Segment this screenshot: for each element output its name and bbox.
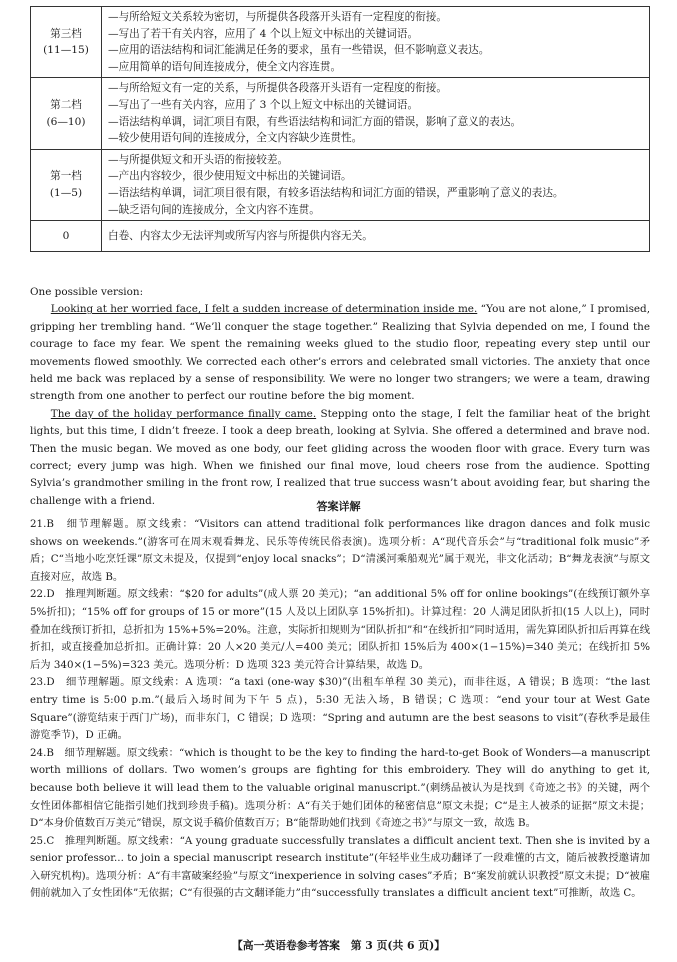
scoring-rubric-table	[30, 6, 650, 252]
answer-explanations	[30, 516, 650, 903]
answer-text: B 细节理解题。原文线索：“which is thought to be the key to finding the hard-to-get Book of Wonders—a manuscript worth millions of dollars. Two women’s groups are fighting for this embroidery. They will do anything to get it, because both believe it will lead them to the valuable original manuscript.”(刺绣品被认为是找到《奇迹之书》的关键，两个女性团体都相信它能指引她们找到珍贵手稿)。选项分析：A“有关于她们团体的秘密信息”原文未提；C“是主人被杀的证据”原文未提；D“本身价值数百万美元”错误，原文说手稿价值数百万；B“能帮助她们找到《奇迹之书》”与原文一致，故选 B。	[30, 746, 650, 830]
criterion-line: —写出了一些有关内容，应用了 3 个以上短文中标出的关键词语。	[108, 98, 419, 111]
answer-text: C 推理判断题。原文线索：“A young graduate successfully translates a difficult ancient text. Then she is invited by a senior professor... to join a special manuscript research institute”(年轻毕业生成功翻译了一段难懂的古文，随后被教授邀请加入研究机构)。选项分析：A“有丰富破案经验”与原文“inexperience in solving cases”矛盾；B“案发前就认识教授”原文未提；D“被雇佣前就加入了女性团体”无依据；C“有很强的古文翻译能力”由“successfully translates a difficult ancient text”可推断，故选 C。	[30, 834, 650, 900]
criterion-line: —缺乏语句间的连接成分，全文内容不连贯。	[108, 203, 320, 216]
criterion-line: —语法结构单调，词汇项目有限，有些语法结构和词汇方面的错误，影响了意义的表达。	[108, 115, 522, 128]
criterion-line: —应用简单的语句间连接成分，使全文内容连贯。	[108, 60, 342, 73]
answer-item	[30, 745, 650, 833]
essay-paragraph-2	[30, 406, 650, 510]
rubric-row	[31, 78, 650, 149]
model-essay	[30, 284, 650, 510]
rubric-description-cell	[102, 149, 650, 220]
rubric-description-cell	[102, 7, 650, 78]
answer-text: D 细节理解题。原文线索：A 选项：“a taxi (one-way $30)”(出租车单程 30 美元)，而非往返，A 错误；B 选项：“the last entry time is 5:00 p.m.”(最后入场时间为下午 5 点)，5:30 无法入场，B 错误；C 选项：“end your tour at West Gate Square”(游览结束于西门广场)，而非东门，C 错误；D 选项：“Spring and autumn are the best seasons to visit”(春秋季是最佳游览季节)，D 正确。	[30, 676, 650, 742]
rubric-grade-cell	[31, 7, 102, 78]
question-number: 21.	[30, 518, 47, 530]
answer-text: D 推理判断题。原文线索：“$20 for adults”(成人票 20 美元)；“an additional 5% off for online bookings”(在线预订额外享 5%折扣)；“15% off for groups of 15 or more”(15 人及以上团队享 15%折扣)。计算过程：20 人满足团队折扣(15 人以上)，同时叠加在线预订折扣，总折扣为 15%+5%=20%。注意，实际折扣规则为“团队折扣”和“在线折扣”同时适用，需先算团队折扣后再算在线折扣，或直接叠加总折扣。正确计算：20 人×20 美元/人=400 美元；团队折扣 15%后为 400×(1−15%)=340 美元；在线折扣 5%后为 340×(1−5%)=323 美元。选项分析：D 选项 323 美元符合计算结果，故选 D。	[30, 588, 650, 671]
grade-label: 第三档	[50, 27, 82, 40]
criterion-line: —应用的语法结构和词汇能满足任务的要求，虽有一些错误，但不影响意义表达。	[108, 44, 490, 57]
rubric-row	[31, 7, 650, 78]
question-number: 22.	[30, 588, 47, 601]
essay-label: One possible version:	[30, 286, 144, 298]
answer-item	[30, 516, 650, 586]
paragraph-body: “You are not alone,” I promised, gripping her trembling hand. “We’ll conquer the stage together.” Realizing that Sylvia depended on me, I found the courage to face my fear. We spent the remaining weeks glued to the studio floor, repeating every step until our movements flowed smoothly. We corrected each other’s errors and celebrated small victories. The anxiety that once held me back was replaced by a sense of responsibility. We were no longer two strangers; we were a team, drawing strength from one another to perfect our routine before the big moment.	[30, 303, 650, 403]
answers-heading: 答案详解	[316, 500, 361, 513]
criterion-line: 白卷、内容太少无法评判或所写内容与所提供内容无关。	[108, 229, 373, 242]
criterion-line: —产出内容较少，很少使用短文中标出的关键词语。	[108, 170, 352, 183]
question-number: 25.	[30, 834, 47, 847]
grade-range: (6—10)	[46, 115, 86, 128]
rubric-grade-cell	[31, 221, 102, 252]
grade-label: 第一档	[50, 170, 82, 183]
question-number: 23.	[30, 676, 47, 689]
rubric-description-cell	[102, 221, 650, 252]
grade-range: (1—5)	[49, 186, 83, 199]
criterion-line: —语法结构单调，词汇项目很有限，有较多语法结构和词汇方面的错误，严重影响了意义的表达。	[108, 186, 564, 199]
paragraph-opening-sentence: Looking at her worried face, I felt a sudden increase of determination inside me.	[50, 303, 478, 316]
criterion-line: —与所给短文关系较为密切，与所提供各段落开头语有一定程度的衔接。	[108, 11, 447, 23]
rubric-grade-cell	[31, 149, 102, 220]
answer-text: B 细节理解题。原文线索：“Visitors can attend traditional folk performances like dragon dances and folk music shows on weekends.”(游客可在周末观看舞龙、民乐等传统民俗表演)。选项分析：A“现代音乐会”与“traditional folk music”矛盾；C“当地小吃烹饪课”原文未提及，仅提到“enjoy local snacks”；D“清溪河乘船观光”属于观光，非文化活动；B“舞龙表演”与原文直接对应，故选 B。	[30, 518, 650, 583]
question-number: 24.	[30, 746, 47, 759]
paragraph-opening-sentence: The day of the holiday performance finally came.	[50, 407, 317, 420]
rubric-row	[31, 149, 650, 220]
grade-label: 0	[62, 229, 70, 242]
criterion-line: —较少使用语句间的连接成分，全文内容缺少连贯性。	[108, 132, 363, 145]
rubric-row	[31, 221, 650, 252]
grade-label: 第二档	[50, 98, 82, 111]
rubric-description-cell	[102, 78, 650, 149]
answer-item	[30, 674, 650, 744]
criterion-line: —写出了若干有关内容，应用了 4 个以上短文中标出的关键词语。	[108, 27, 419, 40]
page-footer: 【高一英语卷参考答案 第 3 页(共 6 页)】	[231, 939, 446, 952]
criterion-line: —与所提供短文和开头语的衔接较差。	[108, 153, 289, 166]
grade-range: (11—15)	[43, 44, 89, 57]
answer-item	[30, 586, 650, 674]
essay-paragraph-1	[30, 301, 650, 405]
paragraph-body: Stepping onto the stage, I felt the familiar heat of the bright lights, but this time, I didn’t freeze. I took a deep breath, looking at Sylvia. She offered a determined and brave nod. Then the music began. We moved as one body, our feet gliding across the wooden floor with grace. Every turn was correct; every jump was high. When we finished our final move, loud cheers rose from the audience. Spotting Sylvia’s grandmother smiling in the front row, I realized that true success wasn’t about avoiding fear, but sharing the challenge with a friend.	[30, 407, 650, 507]
rubric-grade-cell	[31, 78, 102, 149]
criterion-line: —与所给短文有一定的关系，与所提供各段落开头语有一定程度的衔接。	[108, 82, 447, 95]
answer-item	[30, 833, 650, 903]
